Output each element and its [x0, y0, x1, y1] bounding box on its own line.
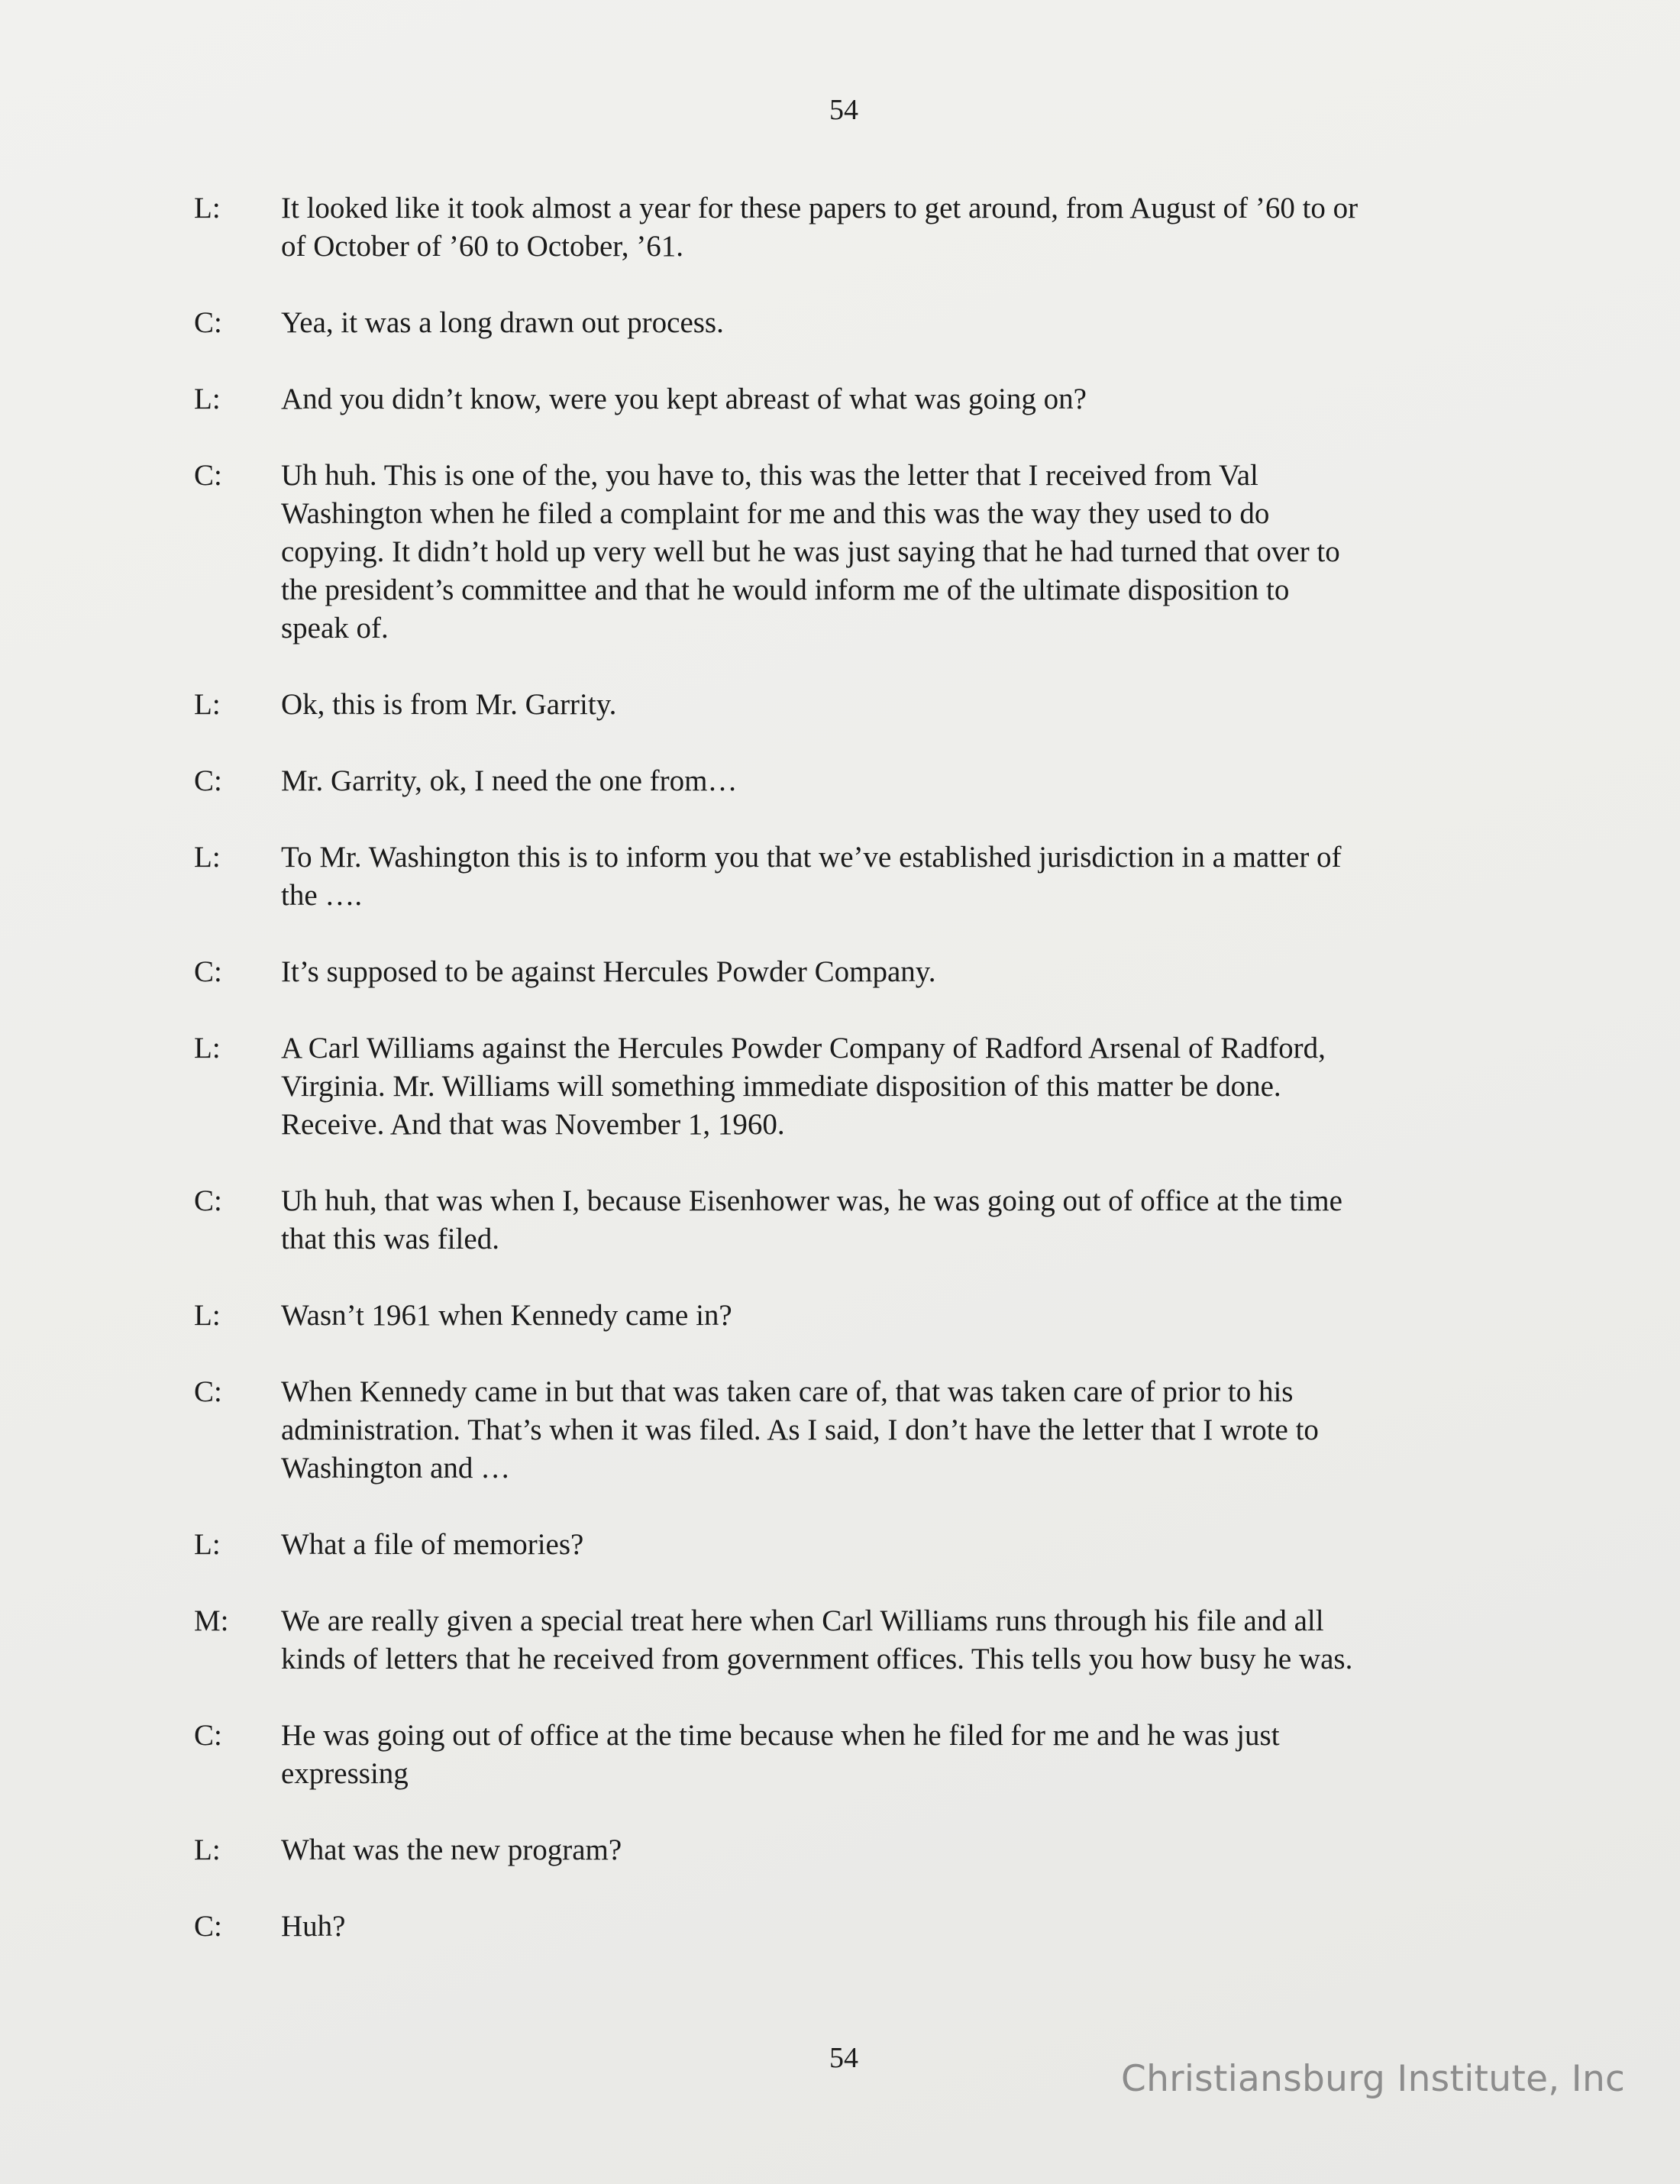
utterance-text: Huh?	[281, 1910, 346, 1943]
speaker-label: C:	[194, 459, 222, 492]
speaker-label: C:	[194, 764, 222, 797]
speaker-label: L:	[194, 192, 221, 225]
transcript	[194, 189, 1507, 1984]
speaker-label: L:	[194, 688, 221, 721]
utterance-text: It looked like it took almost a year for these papers to get around, from August of ’60 to or of October of ’60 to October, ’61.	[281, 192, 1359, 263]
speaker-label: L:	[194, 841, 221, 874]
transcript-entry	[194, 1029, 1507, 1144]
utterance-text: A Carl Williams against the Hercules Powder Company of Radford Arsenal of Radford, Virginia. Mr. Williams will something immediate disposition of this matter be done. Receive. And that was November 1, 1960.	[281, 1032, 1326, 1141]
speaker-label: L:	[194, 1299, 221, 1332]
speaker-label: L:	[194, 1528, 221, 1561]
transcript-entry	[194, 1831, 1507, 1869]
speaker-label: C:	[194, 1910, 222, 1943]
transcript-entry	[194, 686, 1507, 724]
utterance-text: Yea, it was a long drawn out process.	[281, 306, 724, 339]
page-number-bottom: 54	[829, 2042, 858, 2074]
transcript-entry	[194, 1182, 1507, 1258]
transcript-entry	[194, 1602, 1507, 1678]
transcript-entry	[194, 304, 1507, 342]
utterance-text: What was the new program?	[281, 1833, 622, 1866]
transcript-entry	[194, 457, 1507, 648]
transcript-entry	[194, 1526, 1507, 1564]
transcript-entry	[194, 1717, 1507, 1793]
speaker-label: M:	[194, 1604, 229, 1637]
utterance-text: Uh huh. This is one of the, you have to, this was the letter that I received from Val Washington when he filed a complaint for me and this was the way they used to do copying. It didn’t hold up very well but he was just saying that he had turned that over to the president’s committee and that he would inform me of the ultimate disposition to speak of.	[281, 459, 1340, 645]
utterance-text: What a file of memories?	[281, 1528, 584, 1561]
speaker-label: C:	[194, 1719, 222, 1752]
utterance-text: Wasn’t 1961 when Kennedy came in?	[281, 1299, 732, 1332]
speaker-label: L:	[194, 383, 221, 415]
transcript-entry	[194, 380, 1507, 418]
transcript-entry	[194, 189, 1507, 266]
speaker-label: L:	[194, 1833, 221, 1866]
speaker-label: C:	[194, 306, 222, 339]
page-number-top: 54	[829, 94, 858, 126]
speaker-label: L:	[194, 1032, 221, 1065]
watermark: Christiansburg Institute, Inc	[1121, 2058, 1626, 2100]
utterance-text: He was going out of office at the time because when he filed for me and he was just expressing	[281, 1719, 1280, 1790]
utterance-text: Ok, this is from Mr. Garrity.	[281, 688, 617, 721]
transcript-entry	[194, 1373, 1507, 1488]
utterance-text: To Mr. Washington this is to inform you that we’ve established jurisdiction in a matter of the ….	[281, 841, 1342, 912]
speaker-label: C:	[194, 955, 222, 988]
transcript-entry	[194, 953, 1507, 991]
utterance-text: Uh huh, that was when I, because Eisenhower was, he was going out of office at the time that this was filed.	[281, 1184, 1342, 1255]
transcript-entry	[194, 762, 1507, 800]
speaker-label: C:	[194, 1375, 222, 1408]
utterance-text: Mr. Garrity, ok, I need the one from…	[281, 764, 738, 797]
transcript-entry	[194, 1297, 1507, 1335]
utterance-text: And you didn’t know, were you kept abreast of what was going on?	[281, 383, 1087, 415]
utterance-text: It’s supposed to be against Hercules Powder Company.	[281, 955, 936, 988]
utterance-text: When Kennedy came in but that was taken care of, that was taken care of prior to his administration. That’s when it was filed. As I said, I don’t have the letter that I wrote to Washington and …	[281, 1375, 1319, 1485]
speaker-label: C:	[194, 1184, 222, 1217]
utterance-text: We are really given a special treat here when Carl Williams runs through his file and all kinds of letters that he received from government offices. This tells you how busy he was.	[281, 1604, 1353, 1675]
transcript-entry	[194, 1908, 1507, 1946]
transcript-entry	[194, 838, 1507, 915]
